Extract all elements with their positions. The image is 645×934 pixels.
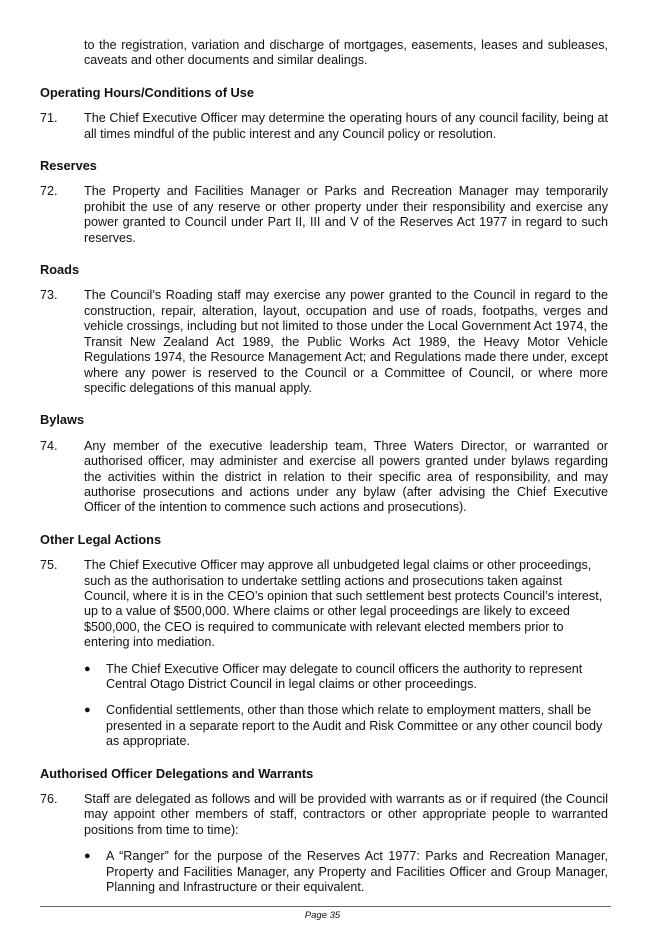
paragraph-75 — [40, 558, 608, 650]
paragraph-74 — [40, 439, 608, 516]
bullet-item — [84, 849, 608, 895]
paragraph-text: Any member of the executive leadership team, Three Waters Director, or warranted or authorised officer, may administer and exercise all powers granted under bylaws regarding the activities within the district in relation to their specific area of responsibility, and may authorise prosecutions and actions under any bylaw (after advising the Chief Executive Officer of the intention to commence such actions and prosecutions). — [84, 438, 608, 515]
document-page — [40, 38, 608, 895]
paragraph-text: The Property and Facilities Manager or Parks and Recreation Manager may temporarily prohibit the use of any reserve or other property under their responsibility and exercise any power granted to Council under Part II, III and V of the Reserves Act 1977 in regard to such reserves. — [84, 184, 608, 245]
paragraph-72 — [40, 184, 608, 246]
heading-authorised-officer-delegations: Authorised Officer Delegations and Warrants — [40, 765, 314, 781]
bullet-text: The Chief Executive Officer may delegate to council officers the authority to represent Central Otago District Council in legal claims or other proceedings. — [106, 661, 583, 691]
bullet-item — [84, 703, 608, 749]
paragraph-text: Staff are delegated as follows and will be provided with warrants as or if required (the Council may appoint other members of staff, contractors or other appropriate people to warranted positions from time to time): — [84, 792, 608, 837]
intro-continuation-text: to the registration, variation and discharge of mortgages, easements, leases and subleases, caveats and other documents and similar dealings. — [84, 38, 608, 68]
bullet-text: A “Ranger” for the purpose of the Reserves Act 1977: Parks and Recreation Manager, Property and Facilities Manager, any Property and Facilities Officer and Group Manager, Planning and Infrastructure or their equivalent. — [106, 849, 608, 895]
bullet-dot-icon: ● — [84, 850, 91, 863]
footer-divider — [40, 906, 611, 907]
bullet-item — [84, 662, 608, 693]
paragraph-number: 75. — [40, 558, 58, 573]
paragraph-71 — [40, 111, 608, 142]
heading-operating-hours: Operating Hours/Conditions of Use — [40, 84, 254, 100]
bullet-text: Confidential settlements, other than those which relate to employment matters, shall be presented in a separate report to the Audit and Risk Committee or any other council body as appropriate. — [106, 703, 603, 749]
paragraph-number: 76. — [40, 792, 58, 807]
heading-reserves: Reserves — [40, 158, 97, 174]
paragraph-text: The Chief Executive Officer may approve all unbudgeted legal claims or other proceedings, such as the authorisation to undertake settling actions and prosecutions taken against Council, where it is in the CEO’s opinion that such settlement best protects Council’s interest, up to a value of $500,000. Where claims or other legal proceedings are likely to exceed $500,000, the CEO is required to communicate with relevant elected members prior to entering into mediation. — [84, 558, 603, 650]
paragraph-number: 73. — [40, 288, 58, 303]
paragraph-number: 72. — [40, 184, 58, 199]
heading-bylaws: Bylaws — [40, 412, 85, 428]
paragraph-number: 74. — [40, 438, 58, 453]
heading-other-legal-actions: Other Legal Actions — [40, 531, 162, 547]
paragraph-73 — [40, 288, 608, 396]
heading-roads: Roads — [40, 262, 80, 278]
paragraph-76 — [40, 792, 608, 838]
bullet-dot-icon: ● — [84, 662, 91, 675]
paragraph-text: The Chief Executive Officer may determine the operating hours of any council facility, being at all times mindful of the public interest and any Council policy or resolution. — [84, 111, 608, 141]
page-number: Page 35 — [304, 910, 341, 921]
paragraph-text: The Council’s Roading staff may exercise any power granted to the Council in regard to the construction, repair, alteration, layout, occupation and use of roads, footpaths, verges and vehicle crossings, including but not limited to those under the Local Government Act 1974, the Transit New Zealand Act 1989, the Public Works Act 1989, the Heavy Motor Vehicle Regulations 1974, the Resource Management Act; and Regulations made there under, except where any power is reserved to the Council or a Committee of Council, or where more specific delegations of this manual apply. — [84, 288, 608, 395]
bullet-dot-icon: ● — [84, 704, 91, 717]
paragraph-number: 71. — [40, 111, 58, 126]
